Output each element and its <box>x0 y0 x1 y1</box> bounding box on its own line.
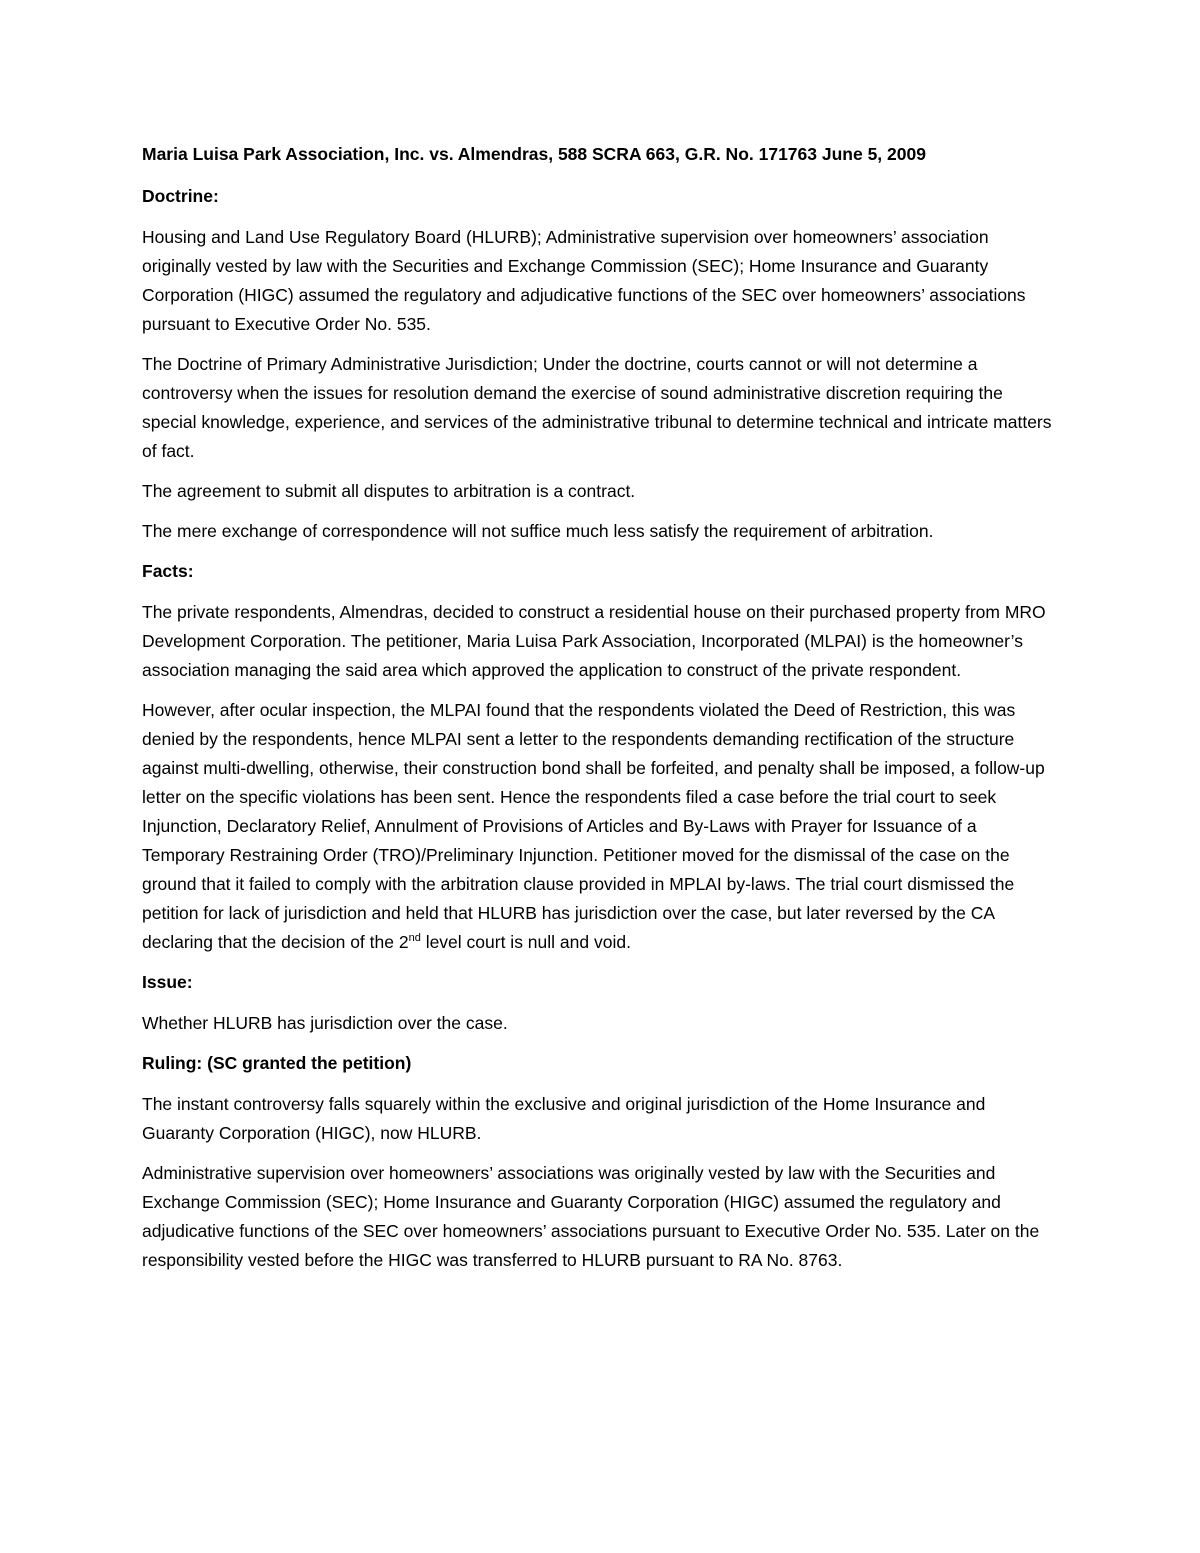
doctrine-paragraph: The agreement to submit all disputes to arbitration is a contract. <box>142 481 636 501</box>
facts-heading: Facts: <box>142 561 194 581</box>
facts-paragraph <box>142 696 1062 957</box>
facts-text: level court is null and void. <box>420 932 631 952</box>
doctrine-paragraph: The mere exchange of correspondence will not suffice much less satisfy the requirement of arbitration. <box>142 521 934 541</box>
issue-paragraph: Whether HLURB has jurisdiction over the case. <box>142 1013 508 1033</box>
ordinal-suffix: nd <box>408 932 421 945</box>
doctrine-paragraph: The Doctrine of Primary Administrative Jurisdiction; Under the doctrine, courts cannot or will not determine a controversy when the issues for resolution demand the exercise of sound administrative discretion requiring the special knowledge, experience, and services of the administrative tribunal to determine technical and intricate matters of fact. <box>142 354 1052 461</box>
ruling-paragraph: Administrative supervision over homeowners’ associations was originally vested by law with the Securities and Exchange Commission (SEC); Home Insurance and Guaranty Corporation (HIGC) assumed the regulatory and adjudicative functions of the SEC over homeowners’ associations pursuant to Executive Order No. 535. Later on the responsibility vested before the HIGC was transferred to HLURB pursuant to RA No. 8763. <box>142 1163 1040 1270</box>
issue-heading: Issue: <box>142 972 193 992</box>
doctrine-heading: Doctrine: <box>142 186 219 206</box>
facts-text: However, after ocular inspection, the MLPAI found that the respondents violated the Deed of Restriction, this was denied by the respondents, hence MLPAI sent a letter to the respondents demanding rectification of the structure against multi-dwelling, otherwise, their construction bond shall be forfeited, and penalty shall be imposed, a follow-up letter on the specific violations has been sent. Hence the respondents filed a case before the trial court to seek Injunction, Declaratory Relief, Annulment of Provisions of Articles and By-Laws with Prayer for Issuance of a Temporary Restraining Order (TRO)/Preliminary Injunction. Petitioner moved for the dismissal of the case on the ground that it failed to comply with the arbitration clause provided in MPLAI by-laws. The trial court dismissed the petition for lack of jurisdiction and held that HLURB has jurisdiction over the case, but later reversed by the CA declaring that the decision of the 2 <box>142 700 1045 952</box>
case-title: Maria Luisa Park Association, Inc. vs. Almendras, 588 SCRA 663, G.R. No. 171763 June 5, 2009 <box>142 144 926 164</box>
document-page <box>142 140 1062 1286</box>
ruling-heading: Ruling: (SC granted the petition) <box>142 1053 412 1073</box>
ruling-paragraph: The instant controversy falls squarely within the exclusive and original jurisdiction of the Home Insurance and Guaranty Corporation (HIGC), now HLURB. <box>142 1094 986 1143</box>
facts-paragraph: The private respondents, Almendras, decided to construct a residential house on their purchased property from MRO Development Corporation. The petitioner, Maria Luisa Park Association, Incorporated (MLPAI) is the homeowner’s association managing the said area which approved the application to construct of the private respondent. <box>142 602 1046 680</box>
doctrine-paragraph: Housing and Land Use Regulatory Board (HLURB); Administrative supervision over homeowners’ association originally vested by law with the Securities and Exchange Commission (SEC); Home Insurance and Guaranty Corporation (HIGC) assumed the regulatory and adjudicative functions of the SEC over homeowners’ associations pursuant to Executive Order No. 535. <box>142 227 1026 334</box>
